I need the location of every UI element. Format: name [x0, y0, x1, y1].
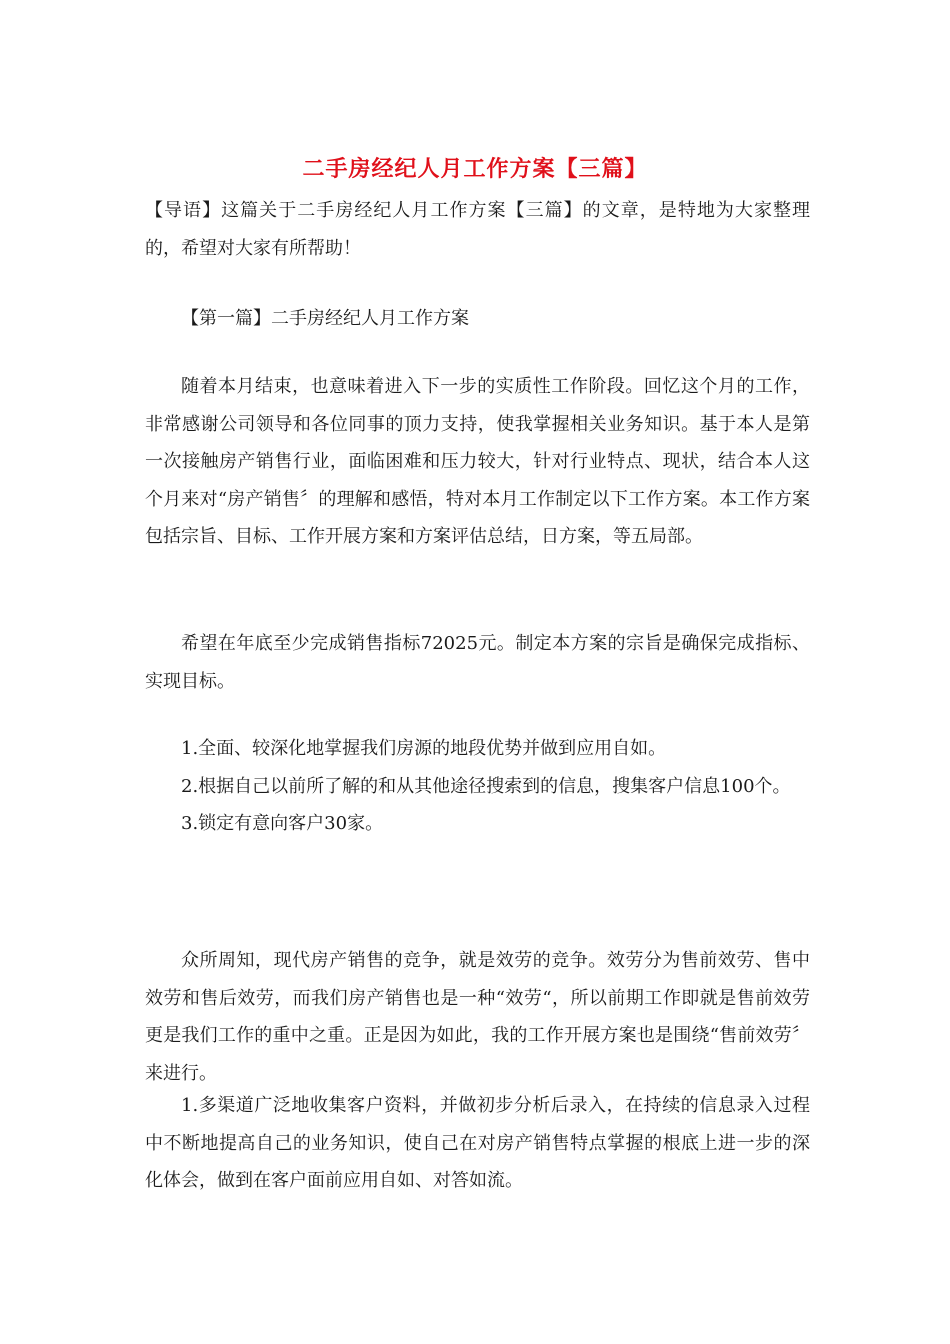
paragraph-text: 希望在年底至少完成销售指标72025元。制定本方案的宗旨是确保完成指标、实现目标。: [145, 633, 810, 692]
list-item: 3.锁定有意向客户30家。: [181, 813, 384, 834]
list-item: 2.根据自己以前所了解的和从其他途径搜索到的信息，搜集客户信息100个。: [181, 775, 791, 797]
paragraph-text: 随着本月结束，也意味着进入下一步的实质性工作阶段。回忆这个月的工作，非常感谢公司领导和各位同事的顶力支持，使我掌握相关业务知识。基于本人是第一次接触房产销售行业，面临困难和压力较大，针对行业特点、现状，结合本人这个月来对“房产销售〞的理解和感悟，特对本月工作制定以下工作方案。本工作方案包括宗旨、目标、工作开展方案和方案评估总结，日方案，等五局部。: [145, 376, 810, 547]
intro-text: 【导语】这篇关于二手房经纪人月工作方案【三篇】的文章，是特地为大家整理的，希望对大家有所帮助！: [145, 200, 810, 259]
list-item: 1.全面、较深化地掌握我们房源的地段优势并做到应用自如。: [181, 738, 667, 759]
paragraph-text: 众所周知，现代房产销售的竞争，就是效劳的竞争。效劳分为售前效劳、售中效劳和售后效劳，而我们房产销售也是一种“效劳“，所以前期工作即就是售前效劳更是我们工作的重中之重。正是因为如此，我的工作开展方案也是围绕“售前效劳〞来进行。: [145, 950, 810, 1084]
body-paragraph-2: [145, 625, 810, 700]
plan-list: [145, 1087, 810, 1200]
list-item: 1.多渠道广泛地收集客户资料，并做初步分析后录入，在持续的信息录入过程中不断地提高自己的业务知识，使自己在对房产销售特点掌握的根底上进一步的深化体会，做到在客户面前应用自如、对答如流。: [145, 1095, 810, 1191]
section-heading: 【第一篇】二手房经纪人月工作方案: [181, 308, 469, 329]
section-heading-block: [145, 300, 810, 338]
body-paragraph-3: [145, 942, 810, 1092]
intro-paragraph: [145, 192, 810, 267]
body-paragraph-1: [145, 368, 810, 556]
document-title: 二手房经纪人月工作方案【三篇】: [302, 156, 648, 182]
goals-list: [145, 730, 810, 843]
